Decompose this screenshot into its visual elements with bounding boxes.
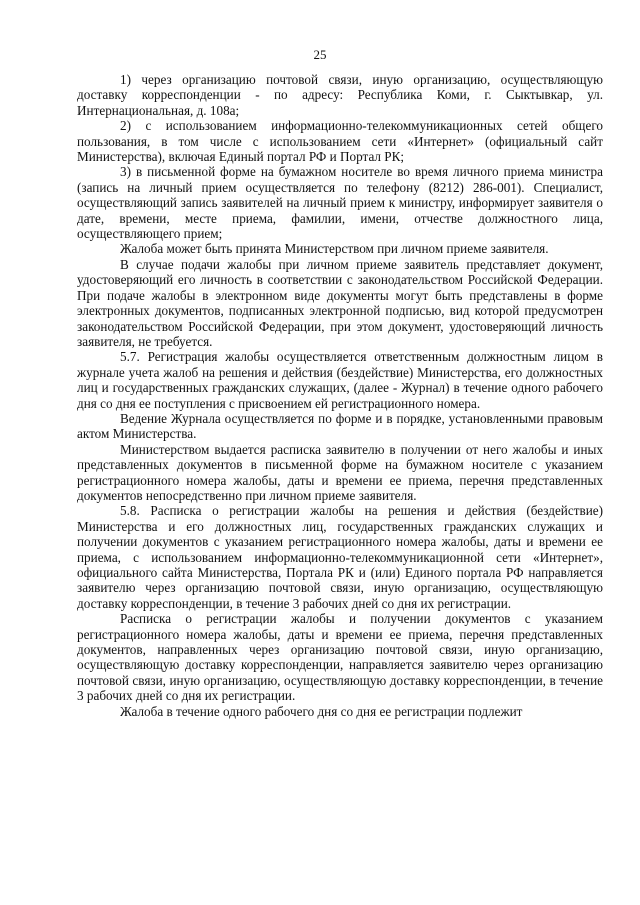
- body-text: [77, 72, 603, 719]
- paragraph-complaint-accepted: Жалоба может быть принята Министерством при личном приеме заявителя.: [120, 241, 549, 257]
- paragraph-personal-reception: 3) в письменной форме на бумажном носителе во время личного приема министра (запись на личный прием осуществляется по телефону (8212) 286-001). Специалист, осуществляющий запись заявителей на личный прием к министру, информирует заявителя о дате, времени, месте приема, фамилии, имени, отчестве должностного лица, осуществляющего прием;: [77, 164, 603, 242]
- page-number: 25: [313, 47, 327, 62]
- paragraph-identity-document: В случае подачи жалобы при личном приеме заявитель представляет документ, удостоверяющий его личность в соответствии с законодательством Российской Федерации. При подаче жалобы в электронном виде документы могут быть представлены в форме электронных документов, подписанных электронной подписью, вид которой предусмотрен законодательством Российской Федерации, при этом документ, удостоверяющий личность заявителя, не требуется.: [77, 256, 603, 349]
- paragraph-receipt-issued: Министерством выдается расписка заявителю в получении от него жалобы и иных представленных документов в письменной форме на бумажном носителе с указанием регистрационного номера жалобы, даты и времени ее приема, перечня представленных документов непосредственно при личном приеме заявителя.: [77, 441, 603, 503]
- paragraph-journal: Ведение Журнала осуществляется по форме и в порядке, установленными правовым актом Министерства.: [77, 410, 603, 442]
- paragraph-section-5-7: 5.7. Регистрация жалобы осуществляется ответственным должностным лицом в журнале учета жалоб на решения и действия (бездействие) Министерства, его должностных лиц и государственных гражданских служащих, (далее - Журнал) в течение одного рабочего дня со дня ее поступления с присвоением ей регистрационного номера.: [77, 349, 603, 411]
- paragraph-complaint-registration: Жалоба в течение одного рабочего дня со дня ее регистрации подлежит: [120, 703, 523, 719]
- paragraph-receipt-postal: Расписка о регистрации жалобы и получении документов с указанием регистрационного номера жалобы, даты и времени ее приема, перечня представленных документов, направленных через организацию почтовой связи, иную организацию, осуществляющую доставку корреспонденции, направляется заявителю через организацию почтовой связи, иную организацию, осуществляющую доставку корреспонденции, в течение 3 рабочих дней со дня их регистрации.: [77, 611, 603, 704]
- paragraph-internet-submission: 2) с использованием информационно-телекоммуникационных сетей общего пользования, в том числе с использованием сети «Интернет» (официальный сайт Министерства), включая Единый портал РФ и Портал РК;: [77, 118, 603, 165]
- paragraph-postal-address: 1) через организацию почтовой связи, иную организацию, осуществляющую доставку корреспонденции - по адресу: Республика Коми, г. Сыктывкар, ул. Интернациональная, д. 108а;: [77, 72, 603, 118]
- paragraph-section-5-8: 5.8. Расписка о регистрации жалобы на решения и действия (бездействие) Министерства и его должностных лиц, государственных гражданских служащих и получении документов с указанием регистрационного номера жалобы, даты и времени ее приема, с использованием информационно-телекоммуникационной сети «Интернет», официального сайта Министерства, Портала РК и (или) Единого портала РФ направляется заявителю через организацию почтовой связи, иную организацию, осуществляющую доставку корреспонденции, в течение 3 рабочих дней со дня их регистрации.: [77, 503, 603, 611]
